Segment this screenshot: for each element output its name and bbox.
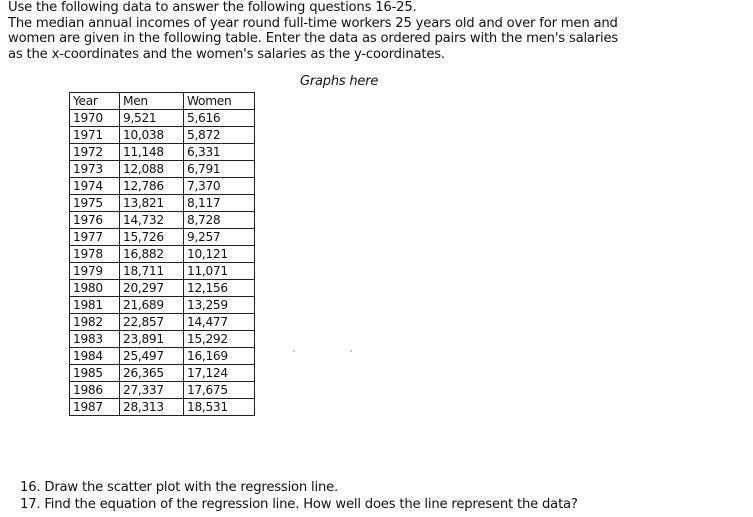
cell-year: 1978 xyxy=(70,246,120,263)
table-row xyxy=(70,263,255,280)
cell-men: 18,711 xyxy=(120,263,184,280)
question-16: 16. Draw the scatter plot with the regression line. xyxy=(20,480,339,495)
cell-year: 1983 xyxy=(70,331,120,348)
cell-men: 11,148 xyxy=(120,144,184,161)
table-row xyxy=(70,161,255,178)
cell-year: 1973 xyxy=(70,161,120,178)
stray-dot xyxy=(350,350,352,352)
cell-women: 8,728 xyxy=(184,212,255,229)
graphs-here-label: Graphs here xyxy=(300,74,379,89)
cell-men: 12,088 xyxy=(120,161,184,178)
cell-year: 1979 xyxy=(70,263,120,280)
table-row xyxy=(70,144,255,161)
cell-year: 1972 xyxy=(70,144,120,161)
cell-year: 1980 xyxy=(70,280,120,297)
header-year: Year xyxy=(70,93,120,110)
cell-women: 6,331 xyxy=(184,144,255,161)
cell-women: 18,531 xyxy=(184,399,255,416)
cell-women: 17,675 xyxy=(184,382,255,399)
cell-year: 1975 xyxy=(70,195,120,212)
cell-women: 17,124 xyxy=(184,365,255,382)
cell-men: 27,337 xyxy=(120,382,184,399)
cell-men: 12,786 xyxy=(120,178,184,195)
table-row xyxy=(70,178,255,195)
table-row xyxy=(70,382,255,399)
cell-women: 9,257 xyxy=(184,229,255,246)
cell-men: 22,857 xyxy=(120,314,184,331)
cell-year: 1982 xyxy=(70,314,120,331)
cell-women: 15,292 xyxy=(184,331,255,348)
cell-women: 6,791 xyxy=(184,161,255,178)
cell-women: 14,477 xyxy=(184,314,255,331)
cell-men: 25,497 xyxy=(120,348,184,365)
cell-men: 28,313 xyxy=(120,399,184,416)
cell-women: 10,121 xyxy=(184,246,255,263)
table-row xyxy=(70,229,255,246)
questions xyxy=(20,479,578,513)
table-row xyxy=(70,314,255,331)
cell-men: 21,689 xyxy=(120,297,184,314)
cell-women: 8,117 xyxy=(184,195,255,212)
cell-women: 12,156 xyxy=(184,280,255,297)
cell-men: 16,882 xyxy=(120,246,184,263)
cell-men: 20,297 xyxy=(120,280,184,297)
cell-men: 13,821 xyxy=(120,195,184,212)
cell-women: 11,071 xyxy=(184,263,255,280)
table-row xyxy=(70,365,255,382)
table-row xyxy=(70,280,255,297)
instruction-line-2: The median annual incomes of year round full-time workers 25 years old and over for men and xyxy=(8,15,618,31)
cell-women: 5,872 xyxy=(184,127,255,144)
cell-year: 1986 xyxy=(70,382,120,399)
cell-women: 5,616 xyxy=(184,110,255,127)
cell-men: 10,038 xyxy=(120,127,184,144)
instruction-line-3: women are given in the following table. Enter the data as ordered pairs with the men's salaries xyxy=(8,31,619,46)
header-women: Women xyxy=(184,93,255,110)
cell-year: 1976 xyxy=(70,212,120,229)
table-row xyxy=(70,246,255,263)
table-row xyxy=(70,212,255,229)
table-header-row xyxy=(70,93,255,110)
cell-men: 15,726 xyxy=(120,229,184,246)
cell-year: 1974 xyxy=(70,178,120,195)
table-row xyxy=(70,110,255,127)
cell-year: 1971 xyxy=(70,127,120,144)
question-17: 17. Find the equation of the regression line. How well does the line represent the data? xyxy=(20,497,578,512)
table-row xyxy=(70,331,255,348)
instruction-line-4: as the x-coordinates and the women's salaries as the y-coordinates. xyxy=(8,46,445,62)
cell-women: 13,259 xyxy=(184,297,255,314)
cell-year: 1985 xyxy=(70,365,120,382)
header-men: Men xyxy=(120,93,184,110)
cell-men: 23,891 xyxy=(120,331,184,348)
cell-men: 14,732 xyxy=(120,212,184,229)
table-row xyxy=(70,348,255,365)
instructions xyxy=(8,0,748,62)
table-row xyxy=(70,399,255,416)
table-row xyxy=(70,127,255,144)
cell-men: 9,521 xyxy=(120,110,184,127)
cell-year: 1987 xyxy=(70,399,120,416)
cell-men: 26,365 xyxy=(120,365,184,382)
table-row xyxy=(70,297,255,314)
instruction-line-1: Use the following data to answer the following questions 16-25. xyxy=(8,0,417,15)
cell-women: 16,169 xyxy=(184,348,255,365)
cell-year: 1970 xyxy=(70,110,120,127)
cell-year: 1981 xyxy=(70,297,120,314)
table-row xyxy=(70,195,255,212)
cell-year: 1984 xyxy=(70,348,120,365)
cell-women: 7,370 xyxy=(184,178,255,195)
income-table xyxy=(69,92,255,416)
cell-year: 1977 xyxy=(70,229,120,246)
stray-dot xyxy=(293,350,295,352)
